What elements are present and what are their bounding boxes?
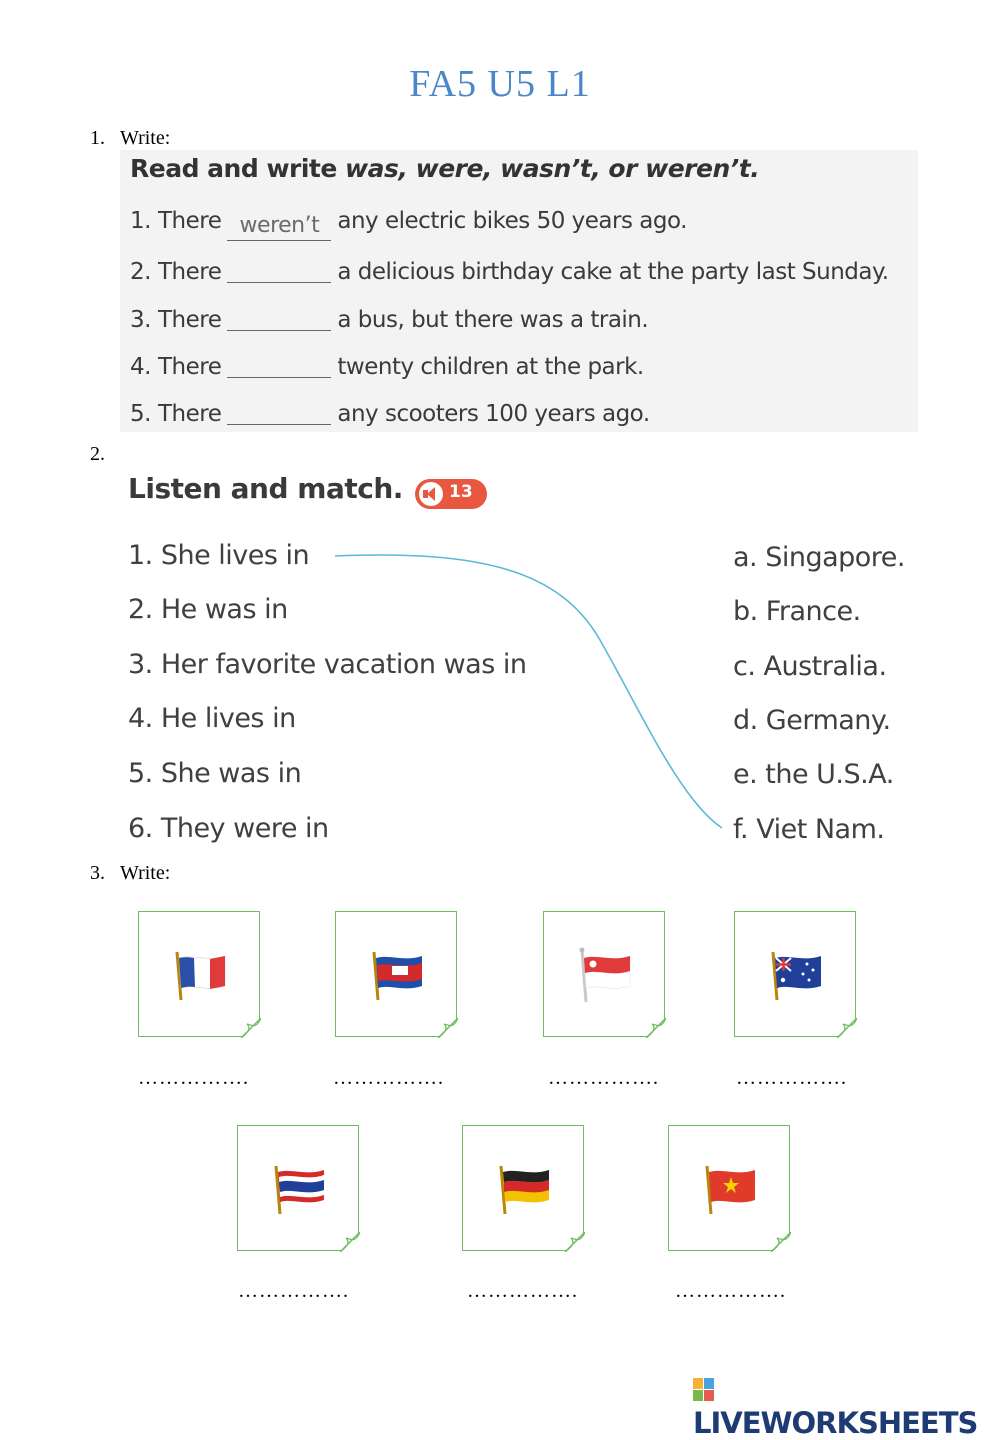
exercise-1-item: 5. There any scooters 100 years ago.	[130, 398, 650, 427]
singapore-flag-icon	[572, 944, 636, 1004]
germany-flag-icon	[491, 1158, 555, 1218]
page-fold-icon	[771, 1232, 791, 1252]
match-right-item[interactable]: e. the U.S.A.	[733, 759, 894, 790]
section-1-number: 1.	[90, 127, 105, 149]
answer-blank[interactable]: …………….	[467, 1280, 578, 1302]
track-number: 13	[449, 482, 473, 502]
answer-blank[interactable]: …………….	[736, 1067, 847, 1089]
exercise-1-item: 4. There twenty children at the park.	[130, 351, 644, 380]
section-3-title: Write:	[120, 862, 171, 884]
match-right-item[interactable]: f. Viet Nam.	[733, 814, 885, 845]
flag-card	[138, 911, 260, 1037]
match-left-item[interactable]: 3. Her favorite vacation was in	[128, 649, 527, 680]
cambodia-flag-icon	[364, 944, 428, 1004]
flag-card	[335, 911, 457, 1037]
match-left-item[interactable]: 6. They were in	[128, 813, 329, 844]
page-title: FA5 U5 L1	[409, 63, 591, 105]
section-3-label	[90, 862, 170, 885]
answer-blank[interactable]: …………….	[238, 1280, 349, 1302]
match-left-item[interactable]: 5. She was in	[128, 758, 302, 789]
match-left-item[interactable]: 2. He was in	[128, 594, 288, 625]
brand-name: LIVEWORKSHEETS	[693, 1406, 978, 1440]
flag-card	[543, 911, 665, 1037]
match-right-item[interactable]: d. Germany.	[733, 705, 891, 736]
section-1-title: Write:	[120, 127, 171, 149]
flag-card	[734, 911, 856, 1037]
thailand-flag-icon	[266, 1158, 330, 1218]
section-3-number: 3.	[90, 862, 105, 884]
vietnam-flag-icon	[697, 1158, 761, 1218]
match-line-path	[335, 555, 722, 828]
page-fold-icon	[241, 1018, 261, 1038]
australia-flag-icon	[763, 944, 827, 1004]
exercise-1-heading: Read and write was, were, wasn’t, or weren’t.	[130, 154, 760, 183]
exercise-1-item: 3. There a bus, but there was a train.	[130, 304, 648, 333]
match-right-item[interactable]: b. France.	[733, 596, 861, 627]
match-right-item[interactable]: a. Singapore.	[733, 542, 906, 573]
answer-blank[interactable]: …………….	[333, 1067, 444, 1089]
match-right-item[interactable]: c. Australia.	[733, 651, 887, 682]
exercise-1-item: 2. There a delicious birthday cake at the party last Sunday.	[130, 256, 889, 285]
flag-card	[462, 1125, 584, 1251]
logo-mark-icon	[693, 1378, 715, 1402]
page-fold-icon	[837, 1018, 857, 1038]
flag-card	[237, 1125, 359, 1251]
page-fold-icon	[646, 1018, 666, 1038]
france-flag-icon	[167, 944, 231, 1004]
answer-blank[interactable]: weren’t	[227, 214, 331, 241]
page-fold-icon	[565, 1232, 585, 1252]
page-fold-icon	[438, 1018, 458, 1038]
liveworksheets-logo	[693, 1372, 1000, 1440]
page-fold-icon	[340, 1232, 360, 1252]
section-2-number: 2.	[90, 443, 105, 465]
answer-blank[interactable]: …………….	[138, 1067, 249, 1089]
match-left-item[interactable]: 1. She lives in	[128, 540, 310, 571]
flag-card	[668, 1125, 790, 1251]
answer-blank[interactable]: …………….	[548, 1067, 659, 1089]
exercise-2-heading: Listen and match.	[128, 472, 403, 505]
answer-blank[interactable]: …………….	[675, 1280, 786, 1302]
match-left-item[interactable]: 4. He lives in	[128, 703, 296, 734]
exercise-1-item: 1. There weren’t any electric bikes 50 years ago.	[130, 208, 687, 241]
